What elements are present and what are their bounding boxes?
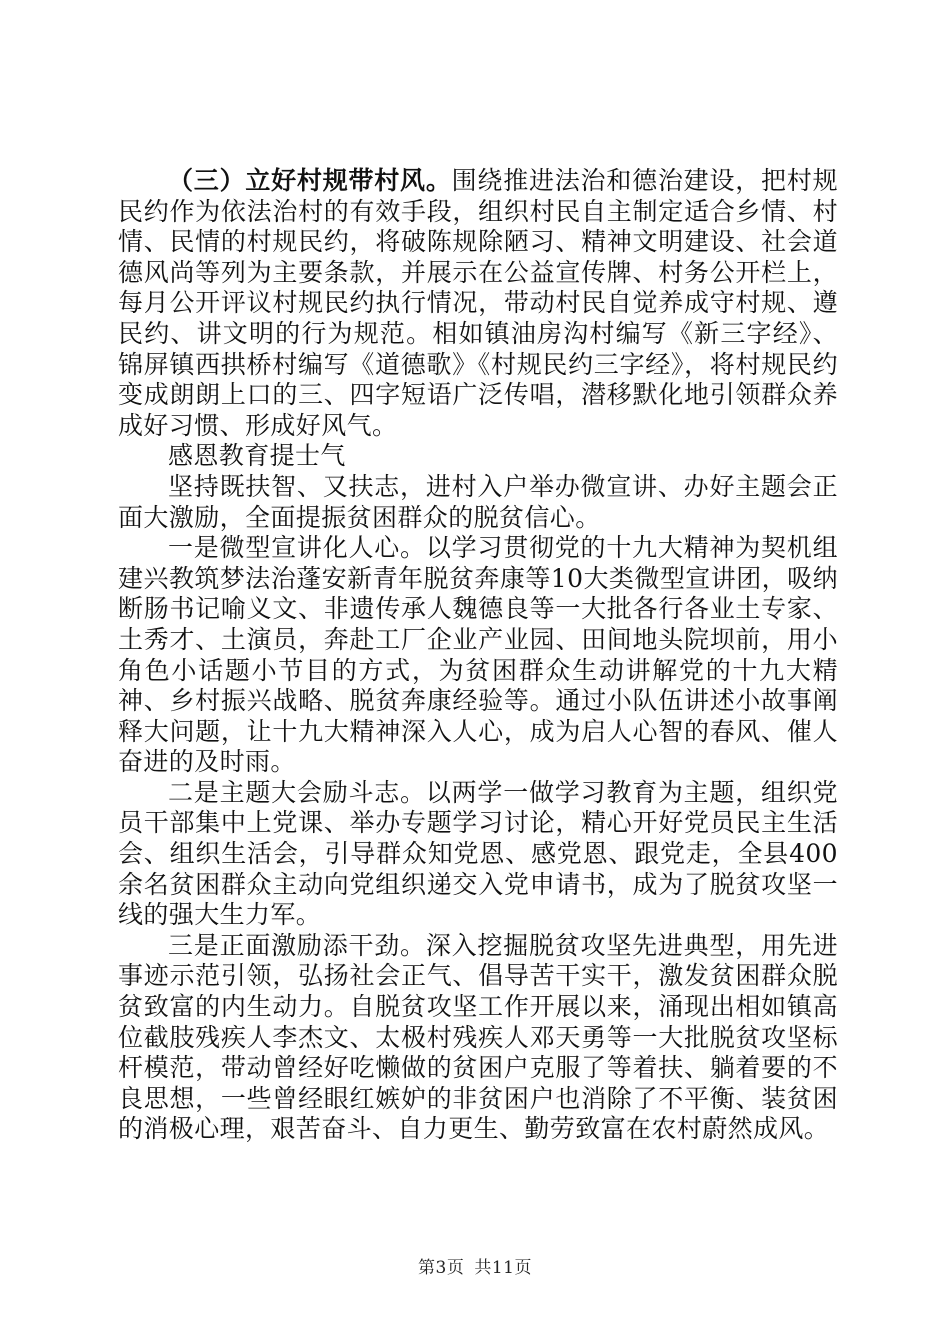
- page-footer: [0, 1253, 950, 1278]
- paragraph-text: 围绕推进法治和德治建设，把村规民约作为依法治村的有效手段，组织村民自主制定适合乡情、村情、民情的村规民约，将破陈规除陋习、精神文明建设、社会道德风尚等列为主要条款，并展示在公益宣传牌、村务公开栏上，每月公开评议村规民约执行情况，带动村民自觉养成守村规、遵民约、讲文明的行为规范。相如镇油房沟村编写《新三字经》、锦屏镇西拱桥村编写《道德歌》《村规民约三字经》，将村规民约变成朗朗上口的三、四字短语广泛传唱，潜移默化地引领群众养成好习惯、形成好风气。: [118, 166, 838, 440]
- paragraph-micro-lectures: 一是微型宣讲化人心。以学习贯彻党的十九大精神为契机组建兴教筑梦法治蓬安新青年脱贫奔康等10大类微型宣讲团，吸纳断肠书记喻义文、非遗传承人魏德良等一大批各行各业土专家、土秀才、土演员，奔赴工厂企业产业园、田间地头院坝前，用小角色小话题小节目的方式，为贫困群众生动讲解党的十九大精神、乡村振兴战略、脱贫奔康经验等。通过小队伍讲述小故事阐释大问题，让十九大精神深入人心，成为启人心智的春风、催人奋进的及时雨。: [118, 533, 838, 777]
- paragraph-intro: 坚持既扶智、又扶志，进村入户举办微宣讲、办好主题会正面大激励，全面提振贫困群众的脱贫信心。: [118, 471, 838, 532]
- paragraph-positive-incentives: 三是正面激励添干劲。深入挖掘脱贫攻坚先进典型，用先进事迹示范引领，弘扬社会正气、倡导苦干实干，激发贫困群众脱贫致富的内生动力。自脱贫攻坚工作开展以来，涌现出相如镇高位截肢残疾人李杰文、太极村残疾人邓天勇等一大批脱贫攻坚标杆模范，带动曾经好吃懒做的贫困户克服了等着扶、躺着要的不良思想，一些曾经眼红嫉妒的非贫困户也消除了不平衡、装贫困的消极心理，艰苦奋斗、自力更生、勤劳致富在农村蔚然成风。: [118, 930, 838, 1144]
- paragraph-lead-heading: （三）立好村规带村风。: [168, 166, 452, 195]
- document-body: [118, 166, 838, 1145]
- paragraph-theme-meetings: 二是主题大会励斗志。以两学一做学习教育为主题，组织党员干部集中上党课、举办专题学习讨论，精心开好党员民主生活会、组织生活会，引导群众知党恩、感党恩、跟党走，全县400余名贫困群众主动向党组织递交入党申请书，成为了脱贫攻坚一线的强大生力军。: [118, 777, 838, 930]
- section-heading-gratitude-education: 感恩教育提士气: [168, 441, 346, 471]
- page-number: 第3页: [418, 1258, 465, 1278]
- paragraph-village-rules: [118, 166, 838, 441]
- page-total: 共11页: [474, 1258, 532, 1278]
